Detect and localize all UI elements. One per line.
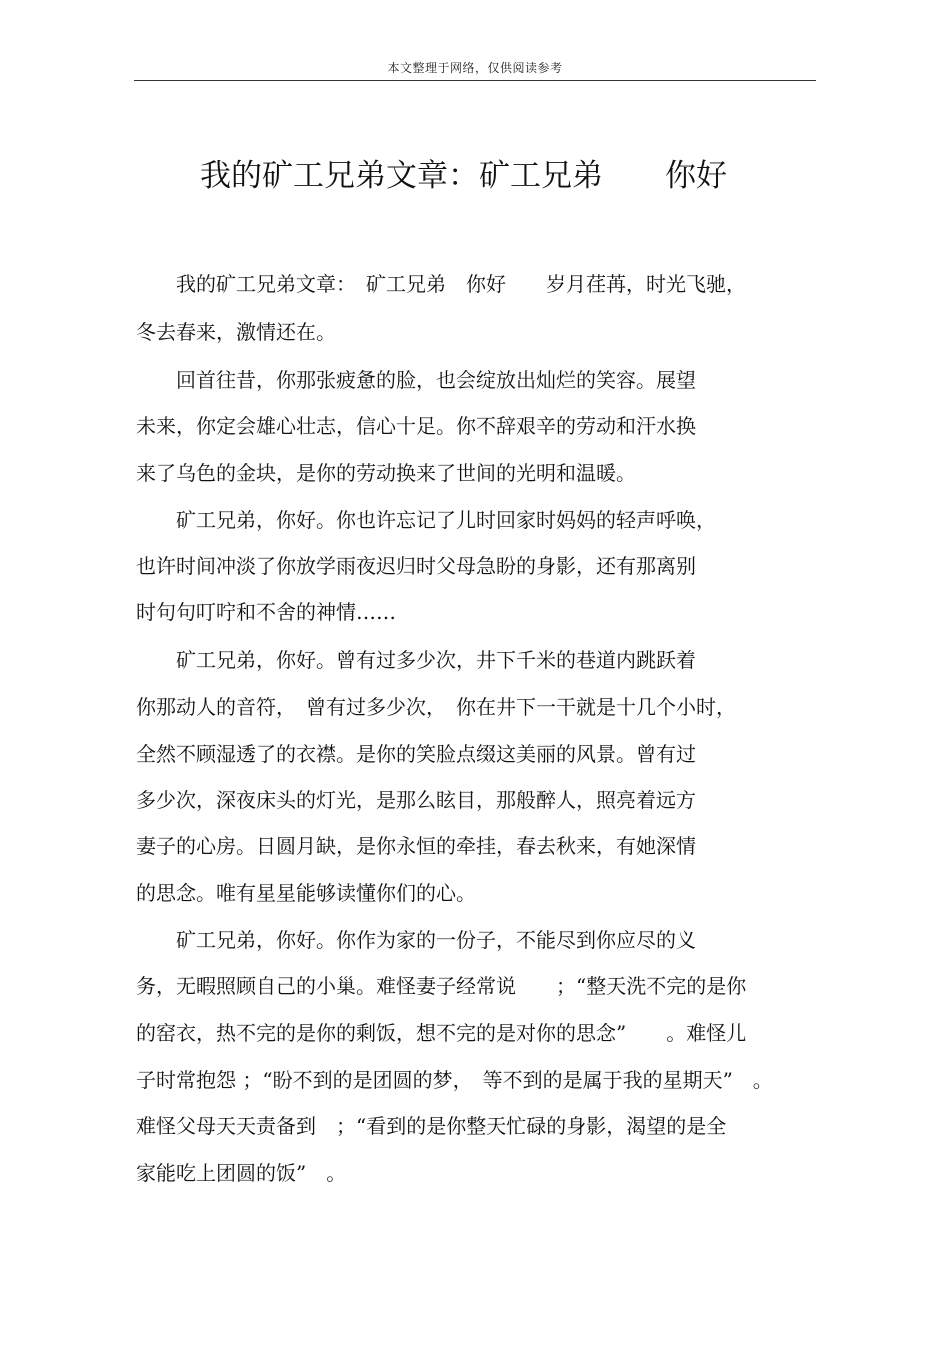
text-line: 我的矿工兄弟文章： 矿工兄弟 你好 岁月荏苒，时光飞驰， [136,272,746,296]
text-line: 全然不顾湿透了的衣襟。是你的笑脸点缀这美丽的风景。曾有过 [136,742,696,766]
text-line: 多少次，深夜床头的灯光，是那么眩目，那般醉人，照亮着远方 [136,788,696,812]
header-note: 本文整理于网络，仅供阅读参考 [387,61,563,75]
text-line: 你那动人的音符， 曾有过多少次， 你在井下一干就是十几个小时， [136,695,736,719]
text-line: 矿工兄弟，你好。曾有过多少次，井下千米的巷道内跳跃着 [136,648,696,672]
text-line: 家能吃上团圆的饭” 。 [136,1161,347,1185]
page-title: 我的矿工兄弟文章：矿工兄弟 你好 [200,158,727,194]
text-line: 的窑衣，热不完的是你的剩饭，想不完的是对你的思念” 。难怪儿 [136,1021,747,1045]
text-line: 回首往昔，你那张疲惫的脸，也会绽放出灿烂的笑容。展望 [136,368,696,392]
text-line: 也许时间冲淡了你放学雨夜迟归时父母急盼的身影，还有那离别 [136,554,696,578]
text-line: 未来，你定会雄心壮志，信心十足。你不辞艰辛的劳动和汗水换 [136,414,696,438]
text-line: 矿工兄弟，你好。你也许忘记了儿时回家时妈妈的轻声呼唤， [136,508,716,532]
text-line: 的思念。唯有星星能够读懂你们的心。 [136,881,476,905]
text-line: 矿工兄弟，你好。你作为家的一份子，不能尽到你应尽的义 [136,928,696,952]
text-line: 妻子的心房。日圆月缺，是你永恒的牵挂，春去秋来，有她深情 [136,834,696,858]
header-divider [134,80,816,81]
text-line: 难怪父母天天责备到 ；“看到的是你整天忙碌的身影，渴望的是全 [136,1114,727,1138]
text-line: 时句句叮咛和不舍的神情…… [136,600,396,624]
text-line: 冬去春来，激情还在。 [136,320,336,344]
text-line: 子时常抱怨 ；“盼不到的是团圆的梦， 等不到的是属于我的星期天” 。 [136,1068,773,1092]
text-line: 来了乌色的金块，是你的劳动换来了世间的光明和温暖。 [136,461,636,485]
text-line: 务，无暇照顾自己的小巢。难怪妻子经常说 ；“整天洗不完的是你 [136,974,747,998]
